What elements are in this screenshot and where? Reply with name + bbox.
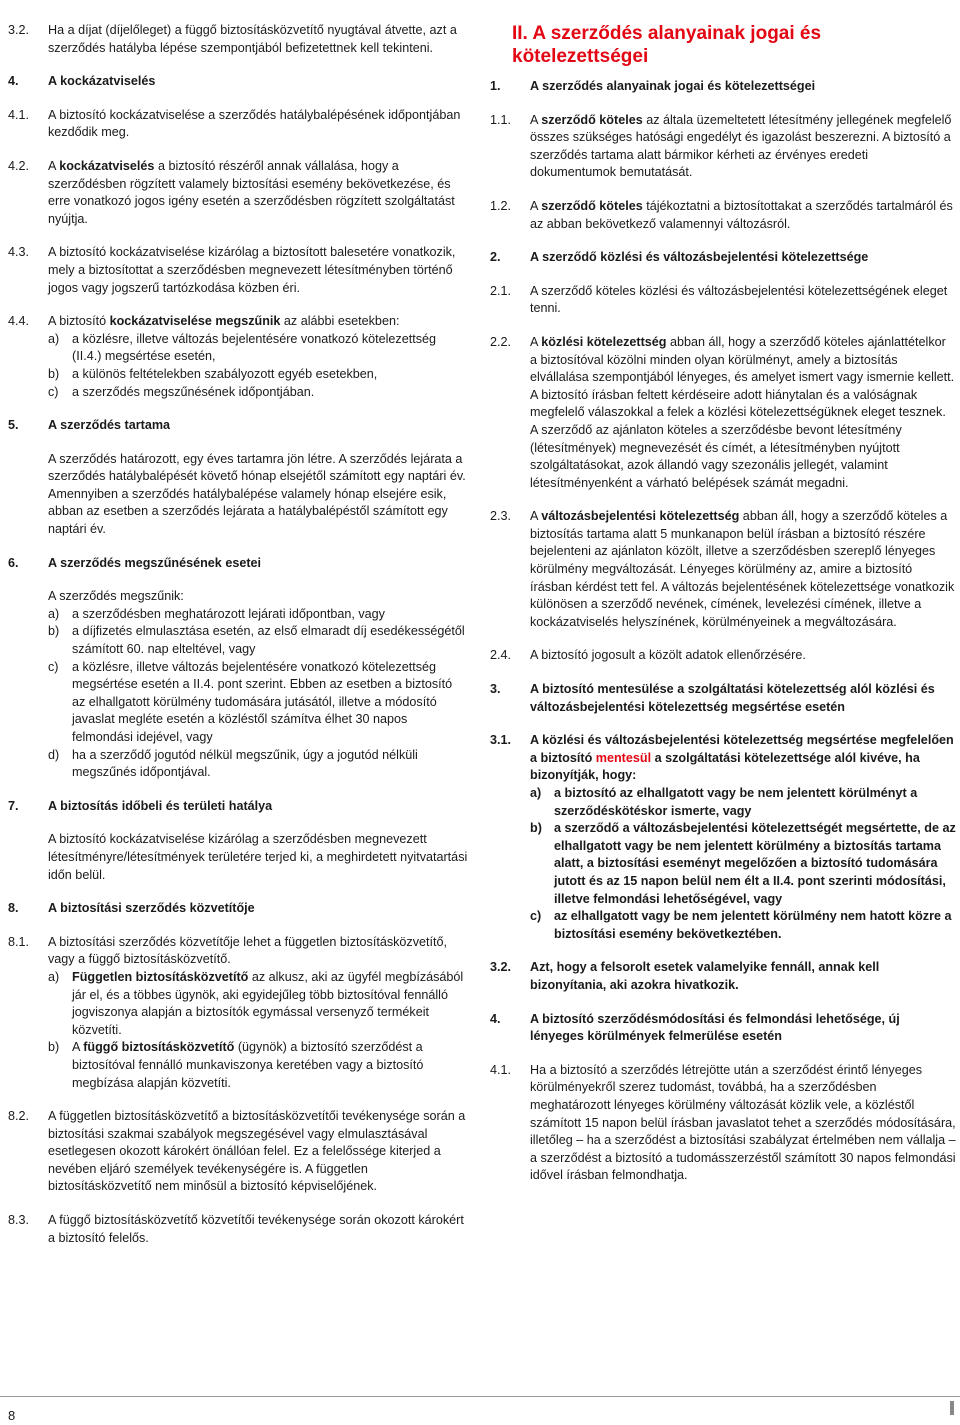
clause-2-4	[490, 647, 956, 665]
list-text-rest: (ügynök) a biztosító szerződést a biztosítóval fennálló munkaviszonya keretében vagy a biztosító megbízása alapján közvetíti.	[72, 1040, 424, 1090]
clause-number: 3.2.	[490, 960, 512, 975]
clause-number: 8.2.	[8, 1109, 30, 1124]
list-item	[48, 969, 468, 1039]
list-text: a szerződő a változásbejelentési kötelezettségét megsértette, de az elhallgatott vagy be nem jelentett körülmény a biztosítás tartama alatt, a biztosítási eseményt megelőzően a biztosító tudomására jutott és az 15 napon belül nem élt a II.4. pont szerinti módosítási, illetve felmondási lehetőségével, vagy	[554, 821, 956, 906]
clause-text-pre: A biztosító	[48, 314, 110, 329]
clause-text-bold: szerződő köteles	[541, 112, 643, 127]
section-number: 1.	[490, 79, 501, 93]
clause-text-bold: közlési kötelezettség	[541, 334, 667, 349]
section-title: A szerződő közlési és változásbejelentési kötelezettsége	[530, 250, 869, 265]
section-6-heading	[8, 555, 468, 573]
clause-text-bold: kockázatviselése megszűnik	[109, 314, 281, 329]
section-number: 4.	[490, 1011, 501, 1026]
section-title: A kockázatviselés	[48, 74, 156, 89]
clause-text-pre: A	[530, 198, 542, 213]
list-letter: c)	[48, 659, 59, 674]
list-text-bold: függő biztosításközvetítő	[83, 1040, 235, 1055]
chapter-title: II. A szerződés alanyainak jogai és kötelezettségei	[512, 23, 822, 67]
list-item	[48, 606, 468, 624]
section-5-heading	[8, 417, 468, 435]
clause-number: 3.2.	[8, 23, 30, 37]
clause-text-rest: abban áll, hogy a szerződő köteles ajánlattételkor a biztosítóval közölni minden olyan körülményt, amely a biztosítás elvállalása szempontjából lényeges, és amelyet ismert vagy ismernie kellett. A biztosító írásban feltett kérdéseire adott hiánytalan és a valóságnak megfelelő válaszokkal a felek a közlési kötelezettségüknek eleget tesznek.	[530, 334, 955, 420]
clause-number: 2.2.	[490, 334, 512, 349]
list-letter: b)	[48, 366, 60, 381]
section-4-heading	[8, 73, 468, 91]
clause-4r-1	[490, 1062, 956, 1185]
clause-text: A szerződő köteles közlési és változásbejelentési kötelezettségének eleget tenni.	[530, 283, 948, 316]
section-title: A szerződés megszűnésének esetei	[48, 555, 262, 570]
clause-3-2	[8, 22, 468, 57]
clause-text: A biztosítási szerződés közvetítője lehet a független biztosításközvetítő, vagy a függő biztosításközvetítő.	[48, 934, 448, 967]
section-title: A szerződés alanyainak jogai és kötelezettségei	[530, 79, 816, 93]
clause-text: A biztosító kockázatviselése kizárólag a szerződésben megnevezett létesítményre/létesítmények területére terjed ki, a meghirdetett nyitvatartási időn belül.	[48, 832, 468, 882]
clause-4-1	[8, 107, 468, 142]
clause-number: 4.4.	[8, 314, 30, 329]
clause-number: 1.1.	[490, 112, 512, 127]
section-title: A biztosítási szerződés közvetítője	[48, 901, 255, 916]
left-column	[8, 22, 468, 1247]
list-letter: b)	[48, 1040, 60, 1055]
list-text-bold: Független biztosításközvetítő	[72, 969, 249, 984]
clause-number: 8.1.	[8, 934, 30, 949]
list-item	[48, 331, 468, 366]
list-item	[48, 659, 468, 747]
section-number: 5.	[8, 418, 19, 433]
list-item	[48, 366, 468, 384]
clause-text: A biztosító kockázatviselése a szerződés hatálybalépésének időpontjában kezdődik meg.	[48, 107, 461, 140]
list-item	[530, 820, 956, 908]
clause-text-bold: kockázatviselés	[59, 158, 155, 173]
page-number: 8	[8, 1408, 16, 1423]
list-text: az elhallgatott vagy be nem jelentett körülmény nem hatott közre a biztosítási esemény bekövetkeztében.	[554, 909, 952, 941]
section-number: 4.	[8, 74, 19, 89]
clause-2-3	[490, 508, 956, 631]
list-text: a szerződés megszűnésének időpontjában.	[72, 384, 315, 399]
clause-number: 4.1.	[490, 1062, 512, 1077]
clause-text-rest: a szolgáltatási kötelezettsége alól kivéve, ha bizonyítják, hogy:	[530, 750, 920, 783]
list-letter: a)	[530, 786, 542, 800]
clause-text: Ha a biztosító a szerződés létrejötte után a szerződést érintő lényeges körülményekről szerez tudomást, továbbá, ha a szerződésben meghatározott lényeges körülmény változását közlik vele, a közléstől számított 15 napon belül írásban javaslatot tehet a szerződés módosítására, illetőleg – ha a szerződést a biztosítási szabályzat értelmében nem vállalja – a szerződést a biztosító a tudomásszerzéstől számított 30 napos felmondási idővel írásban felmondhatja.	[530, 1062, 956, 1183]
clause-text-pre: A	[530, 509, 542, 524]
clause-text: A biztosító jogosult a közölt adatok ellenőrzésére.	[530, 648, 806, 663]
list-letter: c)	[530, 909, 542, 924]
section-title: A biztosítás időbeli és területi hatálya	[48, 798, 273, 813]
list-text: a szerződésben meghatározott lejárati időpontban, vagy	[72, 606, 385, 621]
clause-2-2	[490, 334, 956, 492]
section-number: 7.	[8, 798, 19, 813]
clause-4-3	[8, 244, 468, 297]
section-2-heading	[490, 249, 956, 267]
list-text: a díjfizetés elmulasztása esetén, az első elmaradt díj esedékességétől számított 60. nap elteltével, vagy	[72, 624, 465, 657]
footer-divider	[0, 1396, 960, 1397]
section-4r-heading	[490, 1011, 956, 1046]
clause-1-1	[490, 112, 956, 182]
clause-8-2	[8, 1108, 468, 1196]
section-number: 6.	[8, 555, 19, 570]
list-text-pre: A	[72, 1040, 84, 1055]
clause-4-4	[8, 313, 468, 401]
list-letter: c)	[48, 384, 59, 399]
list-letter: a)	[48, 969, 60, 984]
clause-text-rest: tájékoztatni a biztosítottakat a szerződés tartalmáról és az abban bekövetkező valamennyi változásról.	[530, 198, 953, 231]
clause-3-1	[490, 732, 956, 943]
clause-text: A biztosító kockázatviselése kizárólag a biztosított balesetére vonatkozik, mely a biztosítottat a szerződésben megnevezett létesítményben történő jogos vagy jogszerű tartózkodása közben éri.	[48, 245, 456, 295]
list-intro: A szerződés megszűnik:	[48, 589, 184, 604]
list-text: a közlésre, illetve változás bejelentésére vonatkozó kötelezettség (II.4.) megsértése esetén,	[72, 331, 437, 364]
list-item	[48, 623, 468, 658]
clause-text-rest: az általa üzemeltetett létesítmény jellegének megfelelő összes szükséges hatósági engedélyt és igazolást beszerezni. A biztosító a szerződés tartama alatt bármikor kérheti az érvényes eredeti dokumentumok bemutatását.	[530, 112, 952, 180]
list-letter: b)	[48, 624, 60, 639]
clause-number: 2.4.	[490, 648, 512, 663]
clause-text-pre: A	[530, 112, 542, 127]
list-letter: b)	[530, 821, 542, 836]
clause-8-3	[8, 1212, 468, 1247]
clause-4-2	[8, 158, 468, 228]
clause-2-1	[490, 283, 956, 318]
clause-number: 8.3.	[8, 1213, 30, 1228]
clause-text-rest: az alábbi esetekben:	[280, 314, 400, 329]
clause-text: A szerződés határozott, egy éves tartamra jön létre. A szerződés lejárata a szerződés hatálybalépését követő hónap elsejétől számított egy naptári év. Amennyiben a szerződés hatálybalépése valamely hónap elsejére esik, abban az esetben a szerződés lejárata a hatálybalépéstől számított egy naptári év.	[48, 451, 466, 537]
clause-text-continued: A szerződő az ajánlaton köteles a szerződésbe bevont létesítmény (létesítmények) megnevezését és címét, a létesítményben nyújtott szolgáltatásokat, azok állandó vagy szezonális jellegét, valamint létesítményenként a várható belépések számát megadni.	[530, 422, 902, 490]
edge-marker	[950, 1401, 954, 1415]
clause-text-bold: szerződő köteles	[541, 198, 643, 213]
clause-text-pre: A	[48, 158, 60, 173]
section-7-heading	[8, 798, 468, 816]
section-7-body	[8, 831, 468, 884]
section-8-heading	[8, 900, 468, 918]
section-3-heading	[490, 681, 956, 716]
list-item	[48, 384, 468, 402]
clause-number: 4.1.	[8, 107, 30, 122]
list-text: ha a szerződő jogutód nélkül megszűnik, úgy a jogutód nélküli megszűnés időpontjával.	[72, 747, 418, 780]
clause-text: Ha a díjat (díjelőleget) a függő biztosításközvetítő nyugtával átvette, azt a szerződés hatályba lépése szempontjából befizetettnek kell tekinteni.	[48, 23, 457, 55]
section-title: A szerződés tartama	[48, 418, 171, 433]
right-column	[490, 22, 956, 1185]
clause-3-2	[490, 959, 956, 994]
list-item	[530, 785, 956, 820]
clause-text-rest: abban áll, hogy a szerződő köteles a biztosítás tartama alatt 5 munkanapon belül írásban a biztosító részére bejelenteni az ajánlaton közölt, illetve a szerződésben szereplő lényeges körülmény megváltozását. Lényeges körülmény az, amire a biztosító írásban kérdést tett fel. A változás bejelentésének kötelezettsége vonatkozik különösen a szerződő nevének, címének, levelezési címének, illetve a kockázatviselés helyszínének, körülményeinek a megváltozására.	[530, 509, 955, 629]
list-letter: a)	[48, 331, 60, 346]
clause-text: A független biztosításközvetítő a biztosításközvetítői tevékenysége során a biztosítási szakmai szabályok megszegésével vagy elmulasztásával esetlegesen okozott károkért önállóan felel. Ez a felelőssége kiterjed a nevében eljáró személyek tevékenységére is. A független biztosításközvetítő nem minősül a biztosító képviselőjének.	[48, 1109, 466, 1194]
list-letter: d)	[48, 747, 60, 762]
clause-text-rest: a biztosító részéről annak vállalása, hogy a szerződésben rögzített valamely biztosítási esemény bekövetkezése, és erre vonatkozó jogos igény esetén a szerződésben rögzített szolgáltatást nyújtja.	[48, 158, 455, 226]
section-title: A biztosító szerződésmódosítási és felmondási lehetősége, új lényeges körülmények felmerülése esetén	[530, 1011, 900, 1044]
section-5-body	[8, 451, 468, 539]
list-text: a biztosító az elhallgatott vagy be nem jelentett körülményt a szerződéskötéskor ismerte, vagy	[554, 786, 918, 818]
list-text: a különös feltételekben szabályozott egyéb esetekben,	[72, 366, 378, 381]
clause-text-pre: A	[530, 334, 542, 349]
clause-number: 4.3.	[8, 245, 30, 260]
section-number: 8.	[8, 901, 19, 916]
clause-1-2	[490, 198, 956, 233]
section-title: A biztosító mentesülése a szolgáltatási kötelezettség alól közlési és változásbejelentési kötelezettség megsértése esetén	[530, 682, 935, 714]
clause-text-pre: A közlési és változásbejelentési kötelezettség megsértése megfelelően a biztosító	[530, 733, 954, 765]
clause-number: 2.1.	[490, 283, 512, 298]
section-number: 3.	[490, 682, 501, 697]
list-letter: a)	[48, 606, 60, 621]
section-6-body	[8, 588, 468, 782]
section-1-heading	[490, 78, 956, 96]
clause-number: 2.3.	[490, 509, 512, 524]
clause-text: A függő biztosításközvetítő közvetítői tevékenysége során okozott károkért a biztosító felelős.	[48, 1213, 464, 1245]
list-text-rest: az alkusz, aki az ügyfél megbízásából jár el, és a többes ügynök, aki egyidejűleg több biztosítóval fennálló jogviszonya alapján a biztosítók egymással versenyző termékeit közvetíti.	[72, 969, 464, 1037]
clause-8-1	[8, 934, 468, 1092]
list-item	[48, 747, 468, 782]
section-number: 2.	[490, 250, 501, 265]
clause-number: 4.2.	[8, 158, 30, 173]
list-item	[530, 908, 956, 943]
clause-number: 3.1.	[490, 733, 512, 748]
clause-text-highlight: mentesül	[595, 750, 652, 765]
clause-text: Azt, hogy a felsorolt esetek valamelyike fennáll, annak kell bizonyítania, aki azokra hivatkozik.	[530, 960, 880, 992]
clause-text-bold: változásbejelentési kötelezettség	[541, 509, 740, 524]
list-text: a közlésre, illetve változás bejelentésére vonatkozó kötelezettség megsértése esetén a II.4. pont szerint. Ebben az esetben a biztosító az elhallgatott körülmény tudomására jutásától, illetve a módosító javaslat megléte esetén a közléstől számítva élhet 30 napos felmondási idejével, vagy	[72, 659, 453, 744]
list-item	[48, 1039, 468, 1092]
clause-number: 1.2.	[490, 198, 512, 213]
